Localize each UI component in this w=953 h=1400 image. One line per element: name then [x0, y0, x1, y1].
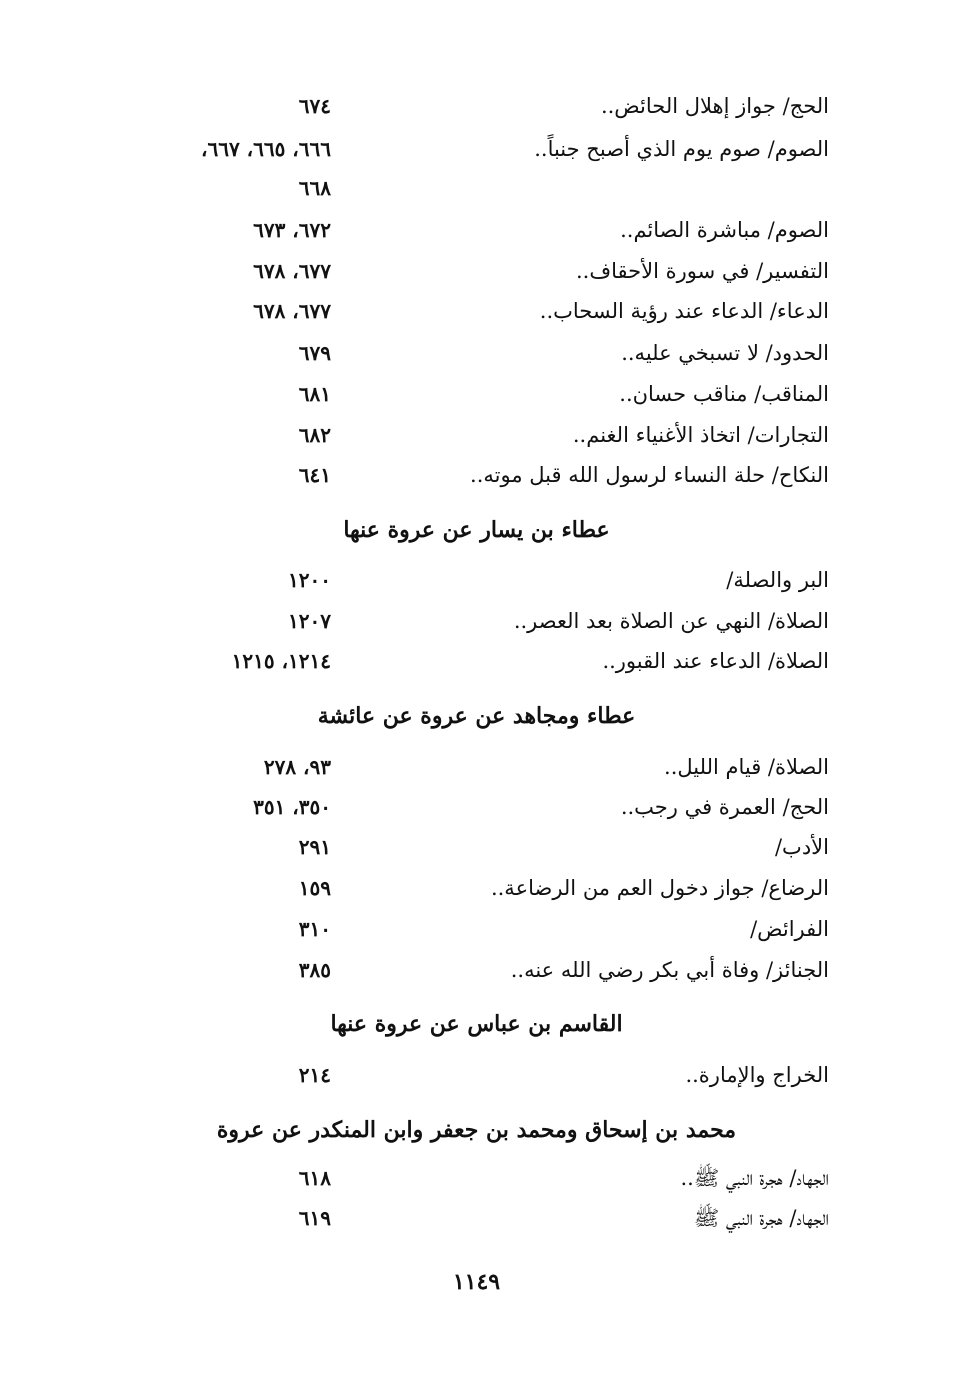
entry-pages: ١٢١٤، ١٢١٥ — [231, 649, 331, 673]
entry-topic: الحج/ العمرة في رجب.. — [620, 795, 829, 819]
entry-topic: التفسير/ في سورة الأحقاف.. — [575, 259, 829, 283]
entry-pages: ٦٧٤ — [298, 94, 331, 118]
entry-pages: ٢٩١ — [298, 835, 331, 859]
entry-topic: البر والصلة/ — [726, 568, 829, 592]
index-entry — [0, 747, 953, 787]
entry-pages: ٦٧٩ — [298, 341, 331, 365]
entry-topic: الجهاد/ هجرة النبي ﷺ — [693, 1206, 829, 1230]
entry-topic: الصوم/ صوم يوم الذي أصبح جنباً.. — [534, 137, 829, 161]
entry-pages: ٦١٨ — [298, 1166, 331, 1190]
index-entry — [0, 129, 953, 169]
entry-pages: ٣٨٥ — [298, 958, 331, 982]
index-entry — [0, 787, 953, 827]
entry-pages: ٩٣، ٢٧٨ — [263, 755, 331, 779]
index-entry — [0, 909, 953, 949]
index-entry — [0, 868, 953, 908]
entry-topic: التجارات/ اتخاذ الأغنياء الغنم.. — [572, 423, 829, 447]
index-entry — [0, 560, 953, 600]
entry-pages: ٦٦٦، ٦٦٥، ٦٦٧، — [200, 137, 331, 161]
entry-topic: الجنائز/ وفاة أبي بكر رضي الله عنه.. — [510, 958, 829, 982]
entry-topic: الأدب/ — [774, 835, 829, 859]
entry-pages: ٦٨١ — [298, 382, 331, 406]
entry-pages: ٢١٤ — [298, 1063, 331, 1087]
entry-topic: الرضاع/ جواز دخول العم من الرضاعة.. — [490, 876, 829, 900]
entry-topic: الدعاء/ الدعاء عند رؤية السحاب.. — [539, 299, 829, 323]
entry-pages: ٦٧٧، ٦٧٨ — [253, 299, 331, 323]
index-entry — [0, 641, 953, 681]
entry-pages: ١٥٩ — [298, 876, 331, 900]
index-entry — [0, 374, 953, 414]
entry-pages-continued: ٦٦٨ — [298, 176, 331, 200]
index-entry — [0, 210, 953, 250]
section-heading: عطاء ومجاهد عن عروة عن عائشة — [317, 703, 636, 729]
entry-topic: الخراج والإمارة.. — [685, 1063, 829, 1087]
entry-topic: الصلاة/ الدعاء عند القبور.. — [602, 649, 829, 673]
index-entry — [0, 291, 953, 331]
entry-pages: ٦٧٧، ٦٧٨ — [253, 259, 331, 283]
entry-pages: ٣١٠ — [298, 917, 331, 941]
index-entry — [0, 455, 953, 495]
entry-topic: الصوم/ مباشرة الصائم.. — [620, 218, 829, 242]
entry-topic: المناقب/ مناقب حسان.. — [619, 382, 829, 406]
entry-topic: الفرائض/ — [750, 917, 829, 941]
entry-topic: الحج/ جواز إهلال الحائض.. — [600, 94, 829, 118]
entry-pages: ١٢٠٠ — [288, 568, 331, 592]
section-heading: القاسم بن عباس عن عروة عنها — [330, 1011, 623, 1037]
entry-pages: ٦١٩ — [298, 1206, 331, 1230]
entry-topic: الصلاة/ النهي عن الصلاة بعد العصر.. — [513, 609, 829, 633]
index-entry — [0, 1198, 953, 1238]
section-heading: محمد بن إسحاق ومحمد بن جعفر وابن المنكدر عن عروة — [216, 1117, 737, 1143]
entry-pages: ٦٤١ — [298, 463, 331, 487]
index-entry-continuation — [0, 168, 953, 208]
index-entry — [0, 415, 953, 455]
index-entry — [0, 1055, 953, 1095]
entry-topic: النكاح/ حلة النساء لرسول الله قبل موته.. — [470, 463, 829, 487]
index-entry — [0, 86, 953, 126]
entry-pages: ٣٥٠، ٣٥١ — [253, 795, 331, 819]
section-heading: عطاء بن يسار عن عروة عنها — [343, 517, 610, 543]
entry-topic: الجهاد/ هجرة النبي ﷺ.. — [680, 1166, 829, 1190]
entry-topic: الصلاة/ قيام الليل.. — [664, 755, 829, 779]
index-entry — [0, 251, 953, 291]
entry-pages: ٦٨٢ — [298, 423, 331, 447]
index-entry — [0, 950, 953, 990]
entry-pages: ١٢٠٧ — [288, 609, 331, 633]
entry-pages: ٦٧٢، ٦٧٣ — [253, 218, 331, 242]
index-entry — [0, 333, 953, 373]
index-entry — [0, 601, 953, 641]
index-entry — [0, 1158, 953, 1198]
index-entry — [0, 827, 953, 867]
entry-topic: الحدود/ لا تسبخي عليه.. — [621, 341, 829, 365]
page-number: ١١٤٩ — [452, 1269, 501, 1295]
